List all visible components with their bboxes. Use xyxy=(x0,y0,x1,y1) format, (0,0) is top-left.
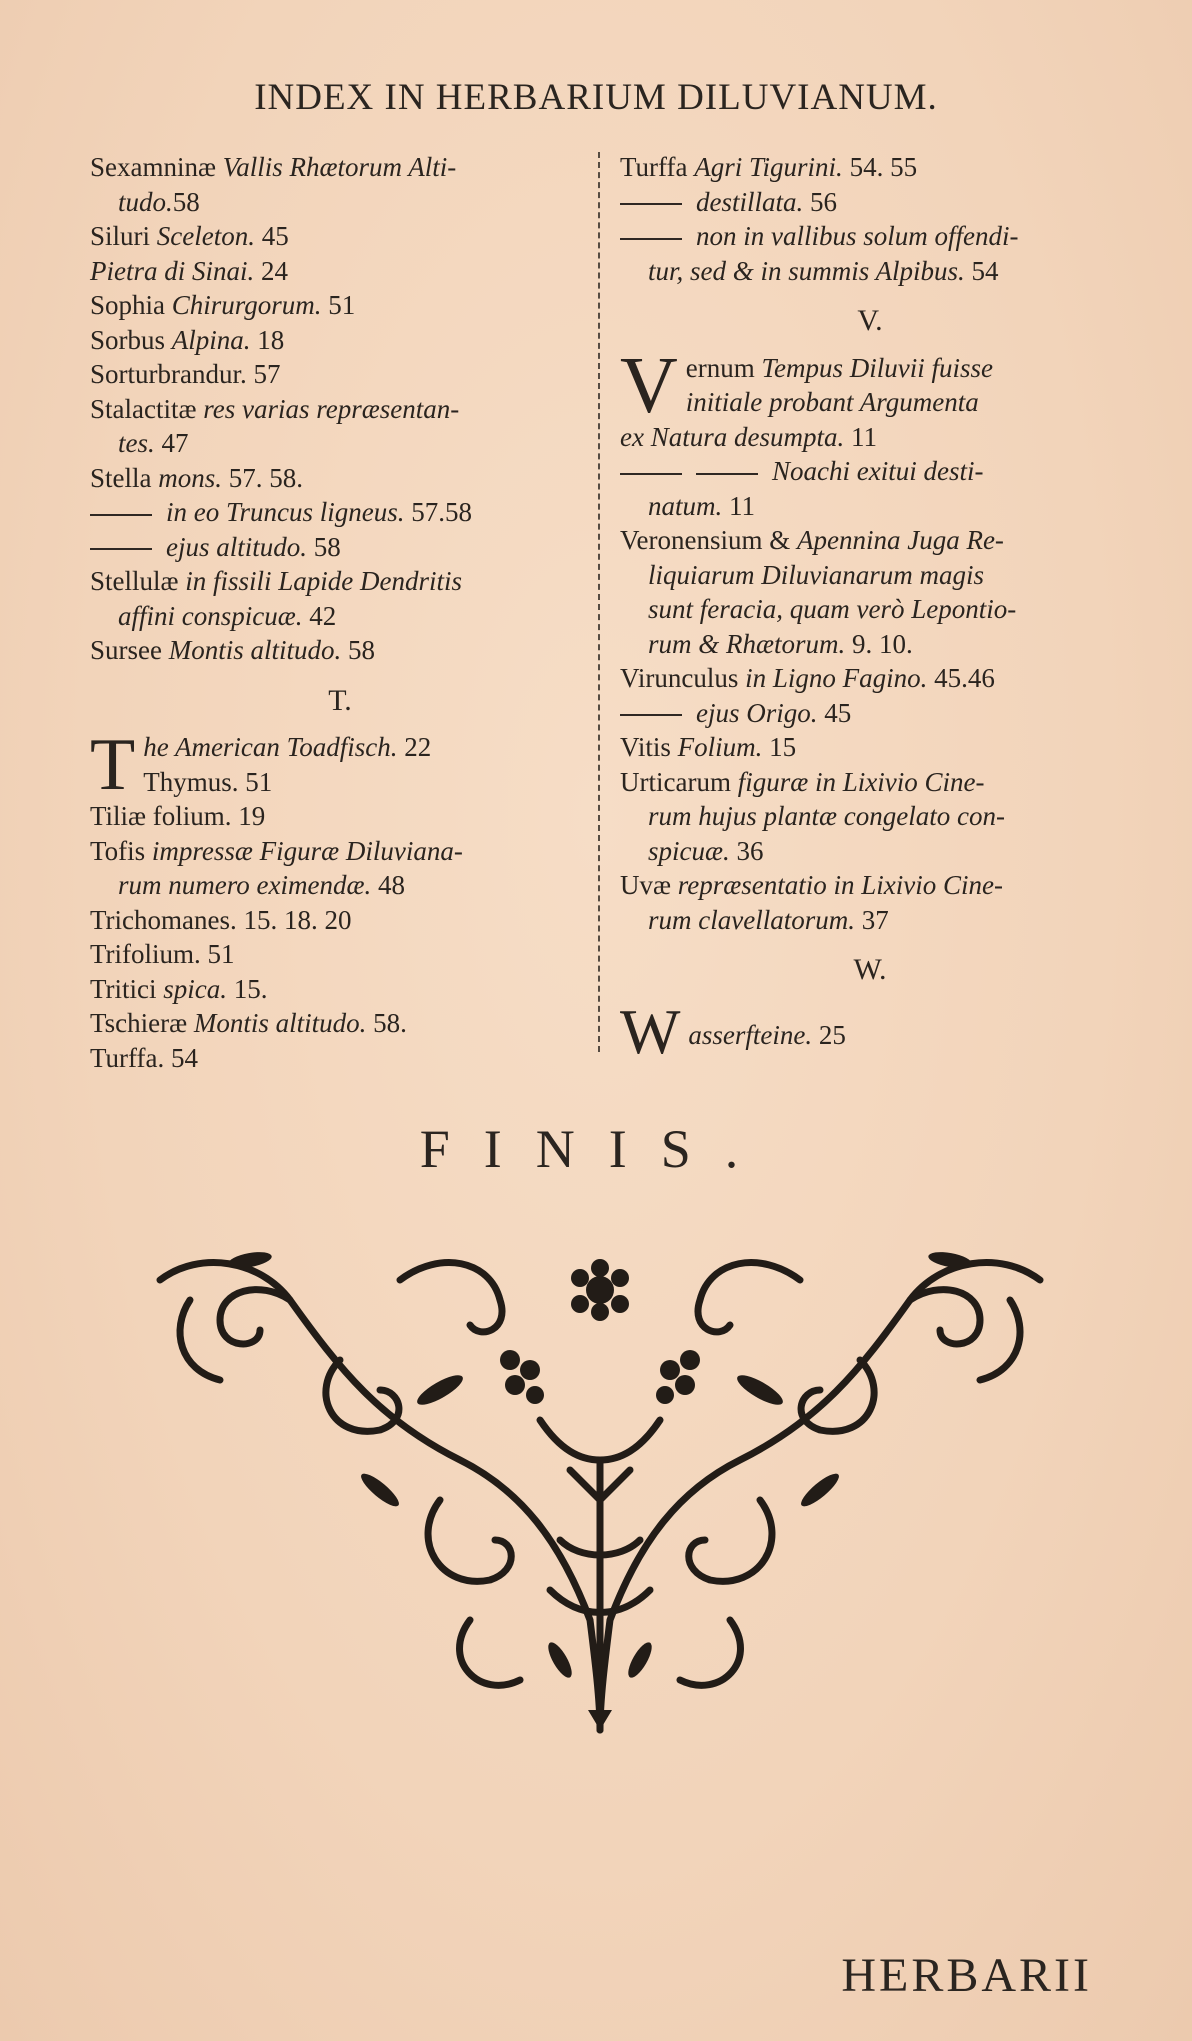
entry-page-number: 58 xyxy=(172,186,200,217)
catchword: HERBARII xyxy=(841,1949,1092,2002)
entry-page-number: 57. 58. xyxy=(222,462,304,493)
entry-page-number: 15 xyxy=(762,732,797,762)
entry-continuation-italic: tes. xyxy=(118,428,155,458)
entry-roman: Sexamninæ xyxy=(90,152,223,182)
entry-roman: Tiliæ folium. 19 xyxy=(90,801,266,831)
entry-italic: non in vallibus solum offendi- xyxy=(696,221,1019,251)
entry-line xyxy=(90,564,590,599)
index-entry xyxy=(90,1041,590,1076)
entry-continuation-italic: rum clavellatorum. xyxy=(648,904,855,935)
dropcap-w: W xyxy=(620,995,681,1067)
v-first-roman: ernum xyxy=(685,352,762,383)
w-num: 25 xyxy=(812,1019,846,1050)
entry-roman: Tofis xyxy=(90,835,152,866)
t-first-num: 22 xyxy=(397,732,432,762)
dash-rule xyxy=(620,473,682,475)
entry-continuation-italic: tudo. xyxy=(118,186,173,217)
entry-continuation xyxy=(90,868,590,903)
entry-line xyxy=(620,219,1120,254)
entry-line xyxy=(90,461,590,496)
entry-line xyxy=(90,834,590,869)
left-entries xyxy=(90,150,590,668)
right-top-entries xyxy=(620,150,1120,288)
entry-continuation-italic: rum & Rhætorum. xyxy=(648,628,846,659)
entry-page-number: 36 xyxy=(729,835,764,866)
entry-italic: impressæ Figuræ Diluviana- xyxy=(151,835,463,866)
left-column xyxy=(90,150,590,1075)
dash-rule xyxy=(696,473,758,475)
entry-page-number: 45.46 xyxy=(927,663,995,693)
entry-roman: Vitis xyxy=(620,732,678,762)
entry-line xyxy=(620,185,1120,220)
entry-page-number: 42 xyxy=(302,600,337,631)
index-entry xyxy=(620,185,1120,220)
entry-line xyxy=(620,523,1120,558)
entry-continuation xyxy=(90,185,590,220)
entry-italic: Chirurgorum. xyxy=(171,290,322,320)
entry-italic: spica. xyxy=(163,973,228,1004)
index-entry xyxy=(90,150,590,219)
entry-italic: res varias repræsentan- xyxy=(203,393,460,424)
entry-line xyxy=(620,661,1120,696)
entry-italic: Pietra di Sinai. xyxy=(90,255,255,286)
entry-roman: Sorturbrandur. 57 xyxy=(90,359,281,389)
dash-rule xyxy=(620,238,682,240)
entry-page-number: 15. xyxy=(227,973,268,1004)
entry-italic: Sceleton. xyxy=(156,221,255,251)
entry-page-number: 58 xyxy=(307,531,341,562)
entry-roman: Stella xyxy=(90,462,159,493)
entry-line xyxy=(90,972,590,1007)
entry-page-number: 58. xyxy=(366,1008,407,1038)
entry-line xyxy=(90,903,590,938)
entry-continuation-italic: rum numero eximendæ. xyxy=(118,870,372,900)
entry-roman: Stellulæ xyxy=(90,566,186,596)
dropcap-t: T xyxy=(90,724,136,806)
section-letter-t: T. xyxy=(328,683,352,717)
entry-page-number: 18 xyxy=(250,324,285,355)
entry-italic: in fissili Lapide Dendritis xyxy=(185,566,463,596)
entry-page-number: 11 xyxy=(722,490,755,521)
t-entries xyxy=(90,799,590,1075)
entry-continuation xyxy=(620,834,1120,869)
entry-line xyxy=(90,254,590,289)
index-entry xyxy=(90,357,590,392)
entry-continuation: sunt feracia, quam verò Lepontio- xyxy=(648,594,1017,624)
entry-roman: Turffa xyxy=(620,152,695,182)
entry-roman: Urticarum xyxy=(620,766,738,797)
entry-line xyxy=(620,150,1120,185)
dash-rule xyxy=(90,548,152,550)
index-entry xyxy=(90,219,590,254)
entry-italic: Alpina. xyxy=(171,324,251,355)
index-entry xyxy=(90,1006,590,1041)
entry-line xyxy=(90,937,590,972)
entry-continuation xyxy=(90,426,590,461)
entry-line xyxy=(620,765,1120,800)
entry-page-number: 45 xyxy=(817,697,852,728)
entry-line xyxy=(90,288,590,323)
index-entry xyxy=(620,696,1120,731)
t-first-entry xyxy=(90,724,590,806)
entry-roman: Trichomanes. 15. 18. 20 xyxy=(90,904,352,935)
entry-continuation xyxy=(620,627,1120,662)
entry-roman: Veronensium & xyxy=(620,525,797,555)
entry-line xyxy=(620,454,1120,489)
index-entry xyxy=(90,254,590,289)
index-entry xyxy=(90,903,590,938)
entry-roman: Virunculus xyxy=(620,663,746,693)
v-first-num: 11 xyxy=(844,421,877,452)
entry-italic: in eo Truncus ligneus. xyxy=(166,497,405,527)
entry-italic: Agri Tigurini. xyxy=(694,152,843,182)
entry-continuation-italic: affini conspicuæ. xyxy=(118,600,303,631)
dash-rule xyxy=(90,514,152,516)
v-entries xyxy=(620,454,1120,937)
v-first-entry xyxy=(620,341,1120,455)
entry-page-number: 51 xyxy=(321,290,356,320)
ornament-tailpiece-icon xyxy=(140,1240,1060,1740)
index-entry xyxy=(90,799,590,834)
entry-line xyxy=(90,357,590,392)
entry-page-number: 58 xyxy=(341,635,375,665)
entry-italic: Apennina Juga Re- xyxy=(796,525,1004,555)
dash-rule xyxy=(620,714,682,716)
section-letter-v: V. xyxy=(857,304,883,337)
index-entry xyxy=(90,937,590,972)
entry-italic: repræsentatio in Lixivio Cine- xyxy=(677,870,1003,900)
entry-line xyxy=(620,696,1120,731)
index-entry xyxy=(90,633,590,668)
entry-page-number: 57.58 xyxy=(404,497,473,527)
entry-page-number: 9. 10. xyxy=(845,628,913,659)
entry-roman: Sursee xyxy=(90,635,169,665)
index-entry xyxy=(620,523,1120,661)
index-entry xyxy=(90,834,590,903)
entry-italic: Montis altitudo. xyxy=(193,1008,367,1038)
entry-italic: ejus altitudo. xyxy=(166,531,307,562)
entry-page-number: 24 xyxy=(254,255,288,286)
index-entry xyxy=(90,461,590,496)
entry-italic: ejus Origo. xyxy=(696,697,818,728)
entry-continuation xyxy=(620,254,1120,289)
entry-italic: Folium. xyxy=(677,732,763,762)
index-entry xyxy=(90,530,590,565)
entry-line xyxy=(90,323,590,358)
entry-page-number: 54. 55 xyxy=(842,152,918,182)
entry-line xyxy=(90,1041,590,1076)
entry-page-number: 48 xyxy=(371,870,405,900)
entry-page-number: 56 xyxy=(803,186,837,217)
index-entry xyxy=(620,454,1120,523)
entry-continuation xyxy=(620,903,1120,938)
page-title: INDEX IN HERBARIUM DILUVIANUM. xyxy=(254,77,938,118)
entry-continuation-italic: tur, sed & in summis Alpibus. xyxy=(648,255,965,286)
v-first-line2: initiale probant Argumenta xyxy=(685,387,979,417)
index-entry xyxy=(620,219,1120,288)
right-column xyxy=(620,150,1120,1067)
entry-italic: Vallis Rhætorum Alti- xyxy=(222,152,457,182)
index-entry xyxy=(90,972,590,1007)
index-entry xyxy=(620,661,1120,696)
entry-line xyxy=(90,150,590,185)
index-entry xyxy=(620,765,1120,869)
w-entry xyxy=(620,995,1120,1067)
t-first-italic: he American Toadfisch. xyxy=(143,732,398,762)
entry-roman: Turffa. 54 xyxy=(90,1042,199,1073)
index-entry xyxy=(90,323,590,358)
entry-page-number: 47 xyxy=(154,428,189,458)
entry-line xyxy=(90,1006,590,1041)
w-italic: asserfteine. xyxy=(688,1019,813,1050)
v-first-italic: Tempus Diluvii fuisse xyxy=(761,352,994,383)
entry-roman: Trifolium. 51 xyxy=(90,939,235,969)
entry-italic: Montis altitudo. xyxy=(168,635,342,665)
entry-roman: Sophia xyxy=(90,290,172,320)
entry-line xyxy=(90,633,590,668)
entry-italic: in Ligno Fagino. xyxy=(745,663,928,693)
entry-line xyxy=(620,730,1120,765)
entry-continuation: rum hujus plantæ congelato con- xyxy=(648,801,1005,831)
entry-continuation xyxy=(90,599,590,634)
entry-continuation: liquiarum Diluvianarum magis xyxy=(648,559,985,590)
dash-rule xyxy=(620,203,682,205)
entry-page-number: 54 xyxy=(964,255,999,286)
entry-roman: Sorbus xyxy=(90,324,172,355)
index-entry xyxy=(90,495,590,530)
index-entry xyxy=(90,392,590,461)
entry-italic: Noachi exitui desti- xyxy=(772,456,984,486)
index-entry xyxy=(90,564,590,633)
finis-heading: FINIS. xyxy=(419,1119,773,1179)
entry-continuation-italic: natum. xyxy=(648,490,723,521)
entry-page-number: 45 xyxy=(254,221,289,251)
entry-roman: Siluri xyxy=(90,221,157,251)
entry-italic: destillata. xyxy=(696,186,804,217)
t-second-entry: Thymus. 51 xyxy=(143,766,273,797)
entry-page-number: 37 xyxy=(854,904,889,935)
entry-continuation-italic: spicuæ. xyxy=(648,835,730,866)
entry-line xyxy=(90,495,590,530)
entry-roman: Stalactitæ xyxy=(90,393,204,424)
entry-roman: Uvæ xyxy=(620,870,678,900)
section-letter-w: W. xyxy=(853,953,887,986)
entry-italic: mons. xyxy=(158,462,223,493)
entry-line xyxy=(90,219,590,254)
column-divider xyxy=(598,152,600,1052)
index-entry xyxy=(620,730,1120,765)
entry-italic: figuræ in Lixivio Cine- xyxy=(737,766,985,797)
index-entry xyxy=(620,868,1120,937)
entry-roman: Tschieræ xyxy=(90,1008,194,1038)
index-entry xyxy=(620,150,1120,185)
entry-continuation xyxy=(620,489,1120,524)
dropcap-v: V xyxy=(620,341,678,430)
entry-line xyxy=(620,868,1120,903)
v-first-line3: ex Natura desumpta. xyxy=(620,421,845,452)
entry-line xyxy=(90,392,590,427)
index-entry xyxy=(90,288,590,323)
entry-line xyxy=(90,799,590,834)
entry-roman: Tritici xyxy=(90,973,164,1004)
entry-line xyxy=(90,530,590,565)
